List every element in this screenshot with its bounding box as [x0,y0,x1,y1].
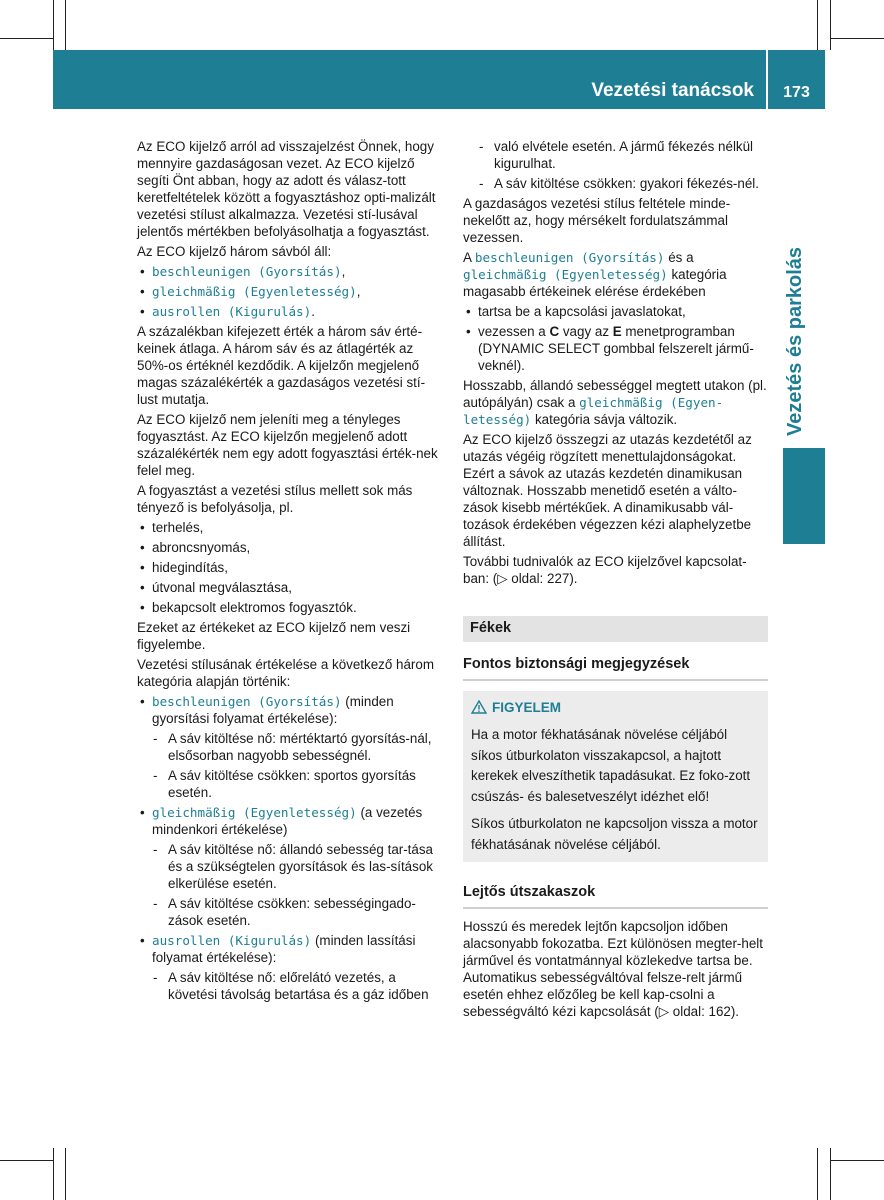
warning-heading [471,699,760,718]
sub-list-item: - A sáv kitöltése csökken: gyakori fékezés-nél. [463,175,768,192]
paragraph [463,249,768,300]
list-item-text: (minden gyorsítási folyamat értékelése): [152,694,394,726]
paragraph: Ezeket az értékeket az ECO kijelző nem veszi figyelembe. [137,620,411,652]
subsection-heading: Fontos biztonsági megjegyzések [463,656,768,681]
sub-list-item: - A sáv kitöltése nő: állandó sebesség tar-tása és a szükségtelen gyorsítások és las-sítások elkerülése esetén. [137,841,442,892]
list-item-text: (minden lassítási folyamat értékelése): [152,933,416,965]
list-item [137,283,442,300]
text: vagy az [559,324,613,339]
display-term: ausrollen (Kigurulás) [152,933,312,948]
list-item: • hidegindítás, [137,559,442,576]
crop-mark [817,1148,818,1200]
paragraph: A százalékban kifejezett érték a három sáv érté-keinek átlaga. A három sáv és az átlagérték az 50%-os értéknél kezdődik. A kijelzőn megjelenő magas százalékérték a gazdaságos vezetési stí-lust mutatja. [137,324,426,407]
crop-mark [0,38,53,39]
paragraph: A fogyasztást a vezetési stílus mellett sok más tényező is befolyásolja, pl. [137,483,413,515]
warning-text: Síkos útburkolaton ne kapcsoljon vissza a motor fékhatásának növelése céljából. [471,816,758,852]
program-c: C [549,324,560,339]
sub-list-item: - A sáv kitöltése nő: mértéktartó gyorsítás-nál, elsősorban nagyobb sebességnél. [137,730,442,764]
crop-mark [817,0,818,50]
crop-mark [830,1160,884,1161]
paragraph: Hosszú és meredek lejtőn kapcsoljon időben alacsonyabb fokozatba. Ezt különösen megter-helt járművel és vontatmánnyal közlekedve tartsa be. Automatikus sebességváltóval felsze-relt jármű esetén ehhez előzőleg be kell kap-csolni a sebességváltó kézi kapcsolását (▷ oldal: 162). [463,919,763,1019]
paragraph: Vezetési stílusának értékelése a következő három kategória alapján történik: [137,657,434,689]
header-band [53,50,766,109]
paragraph: További tudnivalók az ECO kijelzővel kapcsolat-ban: (▷ oldal: 227). [463,554,747,586]
paragraph: Az ECO kijelző nem jeleníti meg a tényleges fogyasztást. Az ECO kijelzőn megjelenő adott százalékérték nem egy adott fogyasztási érték-nek felel meg. [137,412,438,478]
list-item [463,323,768,374]
list-item [137,263,442,280]
warning-box [463,691,768,862]
sub-list-item: - A sáv kitöltése csökken: sebességingado-zások esetén. [137,895,442,929]
subsection-heading: Lejtős útszakaszok [463,884,768,909]
list-item [137,693,442,727]
page-title: Vezetési tanácsok [591,80,754,101]
crop-mark [53,0,54,50]
side-tab-marker [783,448,825,544]
paragraph: Az ECO kijelző három sávból áll: [137,244,332,259]
punctuation: , [341,264,346,279]
paragraph: Az ECO kijelző arról ad visszajelzést Önnek, hogy mennyire gazdaságosan vezet. Az ECO kijelző segíti Önt abban, hogy az adott és válasz-tott keretfeltételek között a fogyasztáshoz opti-malizált vezetési stílust alkalmazza. Vezetési stí-lusával jelentős mértékben befolyásolhatja a fogyasztást. [137,139,436,239]
left-column [137,138,442,1006]
text: kategória sávja változik. [531,412,678,427]
list-item: • terhelés, [137,519,442,536]
sub-list-continuation [463,138,768,172]
program-e: E [612,324,622,339]
punctuation: , [356,284,361,299]
text: Hosszabb, állandó sebességgel megtett utakon (pl. autópályán) csak a [463,378,767,410]
sub-list-item: - A sáv kitöltése nő: előrelátó vezetés, a követési távolság betartása és a gáz időben [137,969,442,1003]
display-term: beschleunigen (Gyorsítás) [474,250,665,265]
text: vezessen a [478,324,550,339]
text: kategória magasabb értékeinek elérése érdekében [463,267,727,299]
display-term: beschleunigen (Gyorsítás) [152,264,342,279]
display-term: gleichmäßig (Egyen-letesség) [463,395,724,427]
list-item: • abroncsnyomás, [137,539,442,556]
list-item: • bekapcsolt elektromos fogyasztók. [137,599,442,616]
text: A [463,250,475,265]
section-header: Fékek [463,616,768,642]
continuation-text: való elvétele esetén. A jármű fékezés nélkül kigurulhat. [494,139,754,171]
right-column [463,138,768,1023]
crop-mark [830,0,831,50]
display-term: gleichmäßig (Egyenletesség) [152,284,357,299]
display-term: beschleunigen (Gyorsítás) [152,694,342,709]
crop-mark [830,38,884,39]
display-term: gleichmäßig (Egyenletesség) [463,267,668,282]
list-item: • tartsa be a kapcsolási javaslatokat, [463,303,768,320]
text: menetprogramban (DYNAMIC SELECT gombbal felszerelt jármű-veknél). [478,324,754,373]
page-number: 173 [783,84,810,101]
warning-triangle-icon [471,700,487,718]
crop-mark [53,1148,54,1200]
crop-mark [0,1160,53,1161]
list-item [137,303,442,320]
crop-mark [65,1148,66,1200]
warning-title: FIGYELEM [492,700,562,715]
paragraph: Az ECO kijelző összegzi az utazás kezdetétől az utazás végéig rögzített menettulajdonságokat. Ezért a sávok az utazás kezdetén dinamikusan változnak. Hosszabb menetidő esetén a válto-zások kisebb mértékűek. A dinamikusabb vál-tozások érdekében végezzen kézi alaphelyzetbe állítást. [463,432,752,549]
crop-mark [65,0,66,50]
page-number-box [768,50,825,109]
list-item [137,932,442,966]
paragraph: A gazdaságos vezetési stílus feltétele minde-nekelőtt az, hogy mérsékelt fordulatszámmal vezessen. [463,196,731,245]
text: és a [664,250,694,265]
punctuation: . [311,304,315,319]
list-item-text: (a vezetés mindenkori értékelése) [152,805,423,837]
display-term: ausrollen (Kigurulás) [152,304,312,319]
warning-text: Ha a motor fékhatásának növelése céljából síkos útburkolaton visszakapcsol, a hajtott kerekek elveszíthetik tapadásukat. Ez foko-zott csúszás- és balesetveszélyt idézhet elő! [471,727,751,804]
paragraph [463,377,768,428]
crop-mark [830,1148,831,1200]
list-item [137,804,442,838]
side-chapter-label: Vezetés és parkolás [784,246,806,436]
display-term: gleichmäßig (Egyenletesség) [152,805,357,820]
sub-list-item: - A sáv kitöltése csökken: sportos gyorsítás esetén. [137,767,442,801]
list-item: • útvonal megválasztása, [137,579,442,596]
